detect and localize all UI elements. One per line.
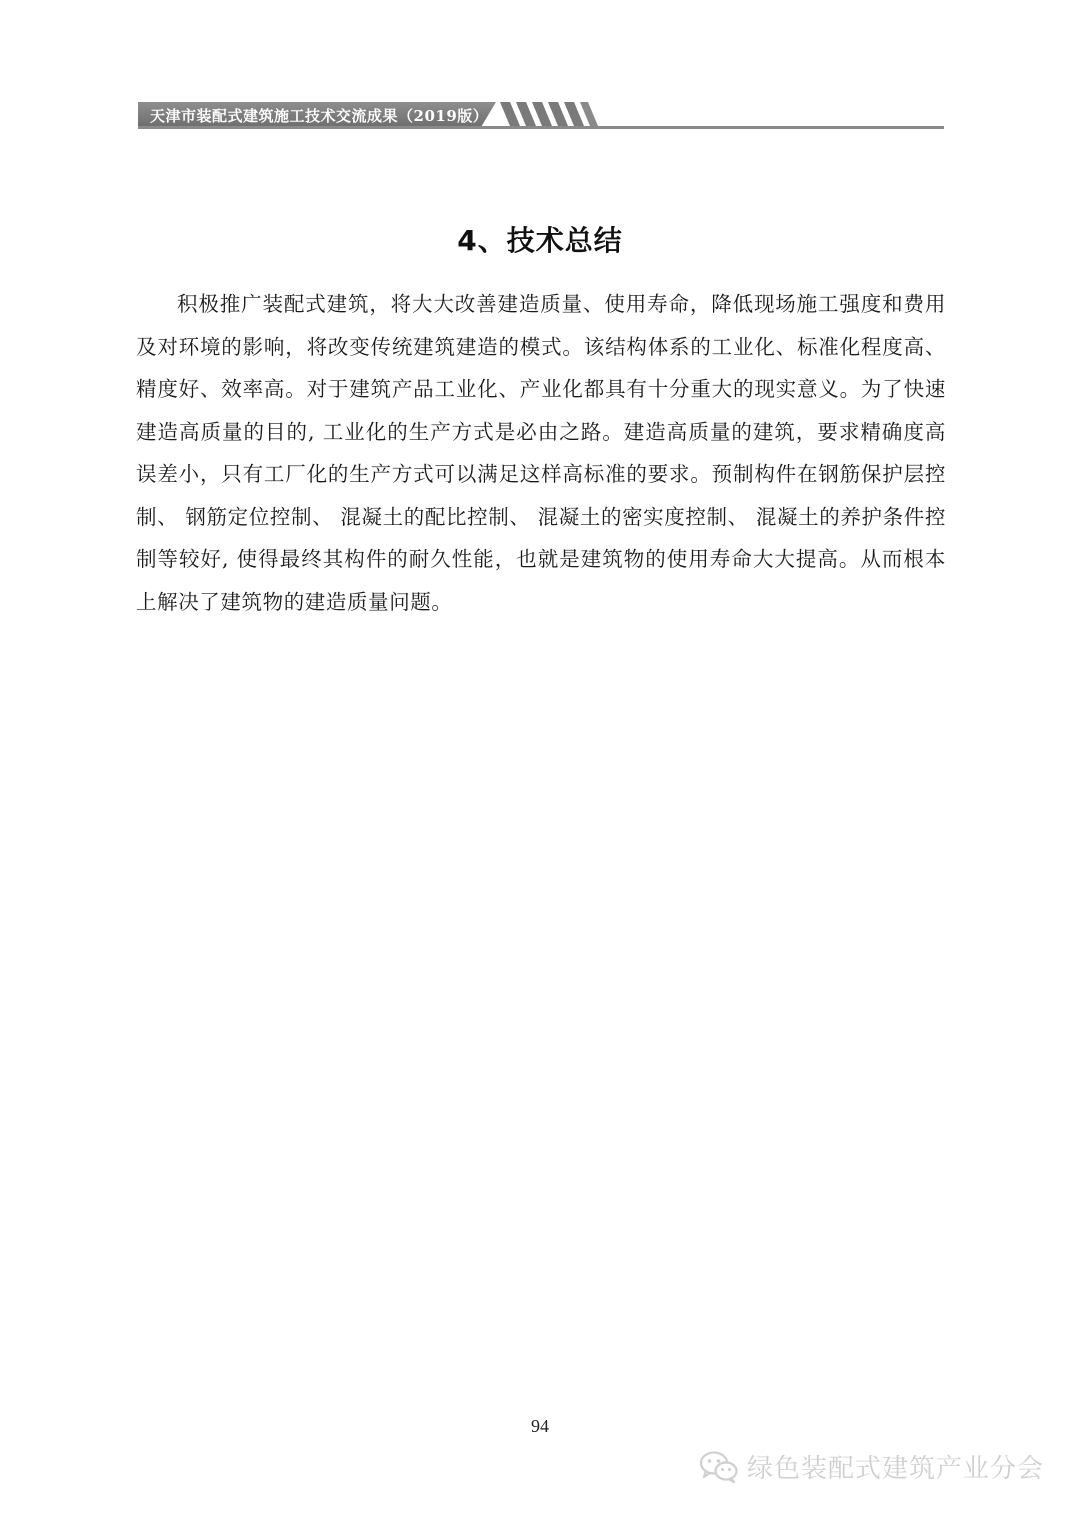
header-rule	[138, 126, 944, 129]
section-title: 4、技术总结	[457, 223, 623, 257]
body-paragraph: 积极推广装配式建筑，将大大改善建造质量、使用寿命，降低现场施工强度和费用及对环境的影响，将改变传统建筑建造的模式。该结构体系的工业化、标准化程度高、精度好、效率高。对于建筑产品工业化、产业化都具有十分重大的现实意义。为了快速建造高质量的目的, 工业化的生产方式是必由之路。建造高质量的建筑，要求精确度高误差小，只有工厂化的生产方式可以满足这样高标准的要求。预制构件在钢筋保护层控制、 钢筋定位控制、 混凝土的配比控制、 混凝土的密实度控制、 混凝土的养护条件控制等较好, 使得最终其构件的耐久性能，也就是建筑物的使用寿命大大提高。从而根本上解决了建筑物的建造质量问题。	[136, 292, 946, 614]
watermark	[699, 1448, 1044, 1485]
header-title: 天津市装配式建筑施工技术交流成果（2019版）	[150, 107, 489, 125]
watermark-text: 绿色装配式建筑产业分会	[746, 1454, 1044, 1484]
page-number: 94	[531, 1416, 549, 1436]
wechat-icon	[699, 1450, 739, 1484]
running-header	[138, 100, 944, 130]
header-stripes-decoration	[496, 100, 736, 128]
